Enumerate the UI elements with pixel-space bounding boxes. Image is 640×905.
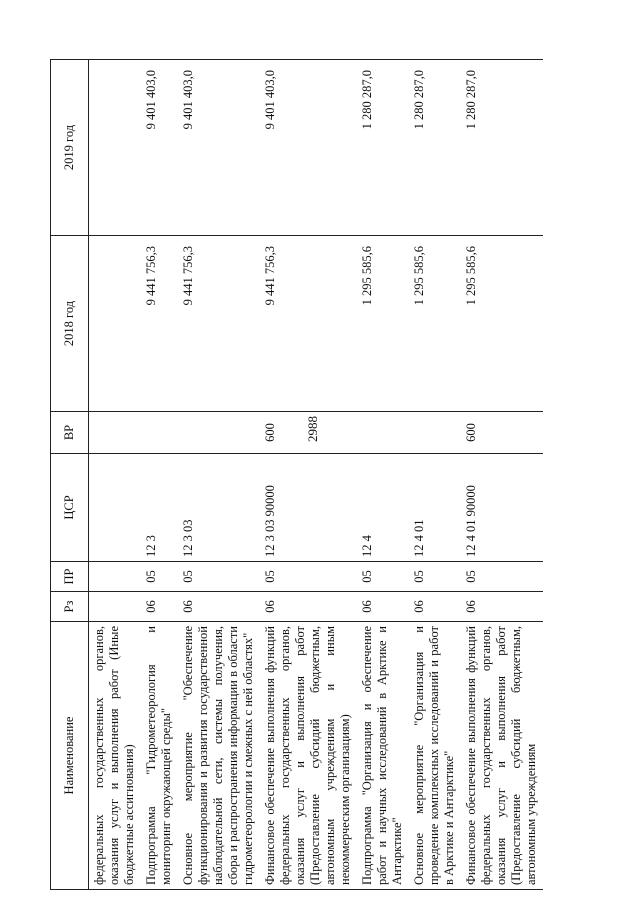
row-2019: 9 401 403,0: [141, 60, 178, 236]
header-name: Наименование: [51, 622, 89, 890]
budget-table-sheet: [50, 60, 595, 890]
row-2019: [89, 60, 142, 236]
row-2019: 9 401 403,0: [260, 60, 357, 236]
header-2019: 2019 год: [51, 60, 89, 236]
header-pr: ПР: [51, 562, 89, 592]
row-rz: 06: [461, 592, 543, 622]
row-name: Основное мероприятие "Обеспечение функционирования и развития государственной наблюдательной сети, системы получения, сбора и распространения информации в области гидрометеорологии и смежных с ней областях": [178, 622, 260, 890]
row-pr: [89, 562, 142, 592]
table-row: [461, 60, 543, 890]
table-row: [89, 60, 142, 890]
row-vr: [89, 412, 142, 454]
row-2019: 9 401 403,0: [178, 60, 260, 236]
row-rz: 06: [178, 592, 260, 622]
row-2018: 9 441 756,3: [178, 236, 260, 412]
row-csr: 12 3: [141, 454, 178, 562]
row-name: Подпрограмма "Организация и обеспечение работ и научных исследований в Арктике и Антарктике": [357, 622, 409, 890]
row-csr: 12 4: [357, 454, 409, 562]
row-pr: 05: [357, 562, 409, 592]
budget-table: [50, 59, 543, 890]
row-pr: 05: [178, 562, 260, 592]
row-rz: 06: [260, 592, 357, 622]
row-rz: 06: [409, 592, 461, 622]
table-row: [141, 60, 178, 890]
table-row: [409, 60, 461, 890]
row-vr: [357, 412, 409, 454]
row-csr: 12 4 01: [409, 454, 461, 562]
table-row: [357, 60, 409, 890]
row-rz: [89, 592, 142, 622]
row-vr: [178, 412, 260, 454]
row-pr: 05: [461, 562, 543, 592]
row-name: Подпрограмма "Гидрометеорология и мониторинг окружающей среды": [141, 622, 178, 890]
row-pr: 05: [141, 562, 178, 592]
row-name: Основное мероприятие "Организация и проведение комплексных исследований и работ в Арктике и Антарктике": [409, 622, 461, 890]
row-2018: 9 441 756,3: [260, 236, 357, 412]
row-name: Финансовое обеспечение выполнения функций федеральных государственных органов, оказания услуг и выполнения работ (Предоставление субсидий бюджетным, автономным учреждениям: [461, 622, 543, 890]
row-rz: 06: [357, 592, 409, 622]
row-2018: 1 295 585,6: [461, 236, 543, 412]
header-2018: 2018 год: [51, 236, 89, 412]
row-rz: 06: [141, 592, 178, 622]
table-row: [178, 60, 260, 890]
row-2019: 1 280 287,0: [461, 60, 543, 236]
row-2018: 9 441 756,3: [141, 236, 178, 412]
header-csr: ЦСР: [51, 454, 89, 562]
row-name: Финансовое обеспечение выполнения функций федеральных государственных органов, оказания услуг и выполнения работ (Предоставление субсидий бюджетным, автономным учреждениям и иным некоммерческим организациям): [260, 622, 357, 890]
row-2018: 1 295 585,6: [409, 236, 461, 412]
row-vr: 600: [260, 412, 357, 454]
page-number: 2988: [305, 416, 320, 442]
table-header-row: [51, 60, 89, 890]
row-2018: [89, 236, 142, 412]
row-csr: [89, 454, 142, 562]
row-csr: 12 3 03: [178, 454, 260, 562]
table-row: [260, 60, 357, 890]
row-2019: 1 280 287,0: [357, 60, 409, 236]
row-2019: 1 280 287,0: [409, 60, 461, 236]
row-name: федеральных государственных органов, оказания услуг и выполнения работ (Иные бюджетные ассигнования): [89, 622, 142, 890]
row-pr: 05: [409, 562, 461, 592]
row-csr: 12 4 01 90000: [461, 454, 543, 562]
row-vr: [409, 412, 461, 454]
row-pr: 05: [260, 562, 357, 592]
row-vr: 600: [461, 412, 543, 454]
header-rz: Рз: [51, 592, 89, 622]
header-vr: ВР: [51, 412, 89, 454]
row-2018: 1 295 585,6: [357, 236, 409, 412]
row-vr: [141, 412, 178, 454]
row-csr: 12 3 03 90000: [260, 454, 357, 562]
